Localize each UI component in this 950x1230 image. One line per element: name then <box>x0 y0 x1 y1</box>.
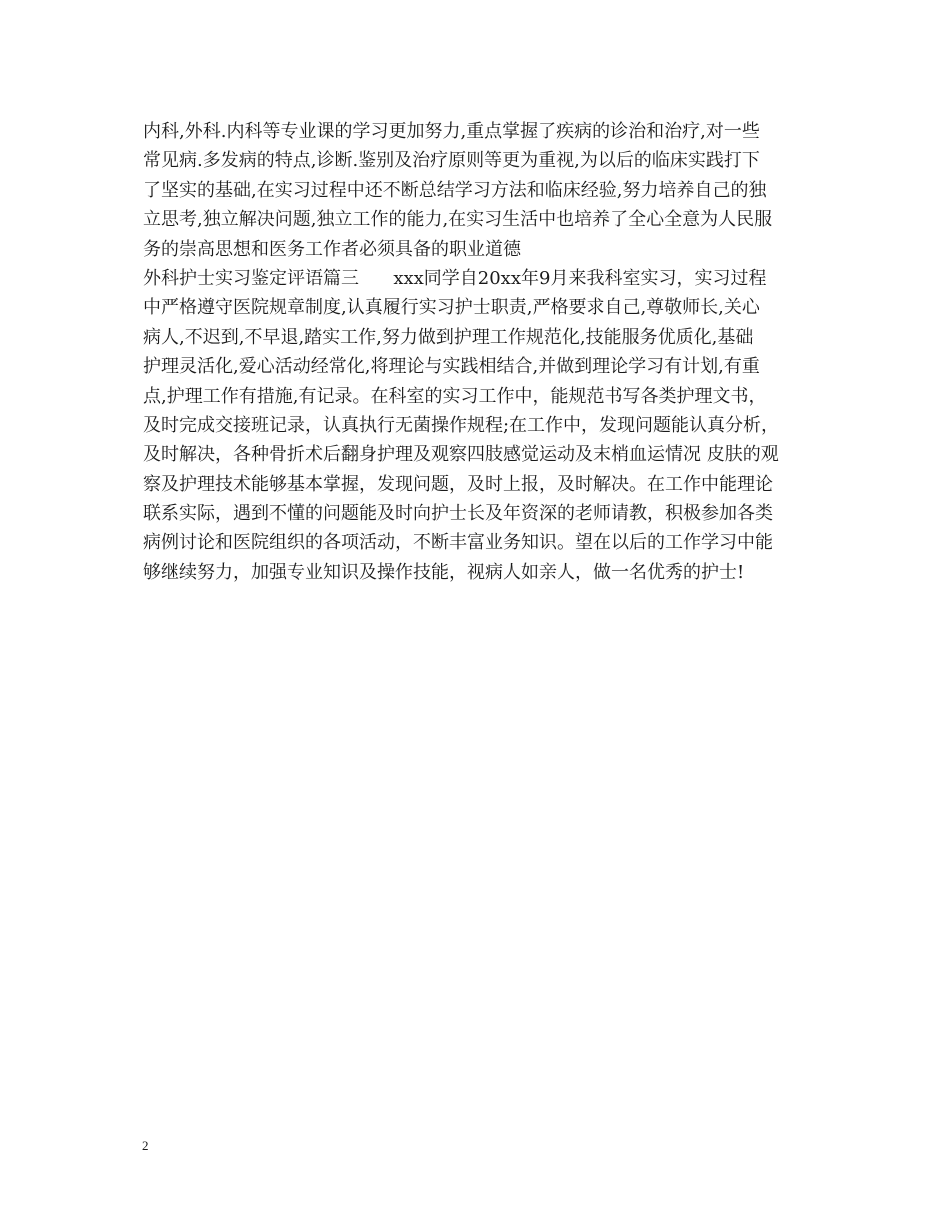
text-line: 了坚实的基础,在实习过程中还不断总结学习方法和临床经验,努力培养自己的独 <box>143 179 767 201</box>
text-line: 及时完成交接班记录，认真执行无菌操作规程;在工作中，发现问题能认真分析， <box>143 414 780 436</box>
body-text <box>143 117 823 587</box>
text-line: 点,护理工作有措施,有记录。在科室的实习工作中，能规范书写各类护理文书， <box>143 385 767 407</box>
text-line: 立思考,独立解决问题,独立工作的能力,在实习生活中也培养了全心全意为人民服 <box>143 209 773 231</box>
text-line: 病例讨论和医院组织的各项活动，不断丰富业务知识。望在以后的工作学习中能 <box>143 532 773 554</box>
text-line: 联系实际，遇到不懂的问题能及时向护士长及年资深的老师请教，积极参加各类 <box>143 503 773 525</box>
text-line: 常见病.多发病的特点,诊断.鉴别及治疗原则等更为重视,为以后的临床实践打下 <box>143 150 760 172</box>
text-line: 察及护理技术能够基本掌握，发现问题，及时上报，及时解决。在工作中能理论 <box>143 473 773 495</box>
text-line: 及时解决，各种骨折术后翻身护理及观察四肢感觉运动及末梢血运情况 皮肤的观 <box>143 444 779 466</box>
text-line: 内科,外科.内科等专业课的学习更加努力,重点掌握了疾病的诊治和治疗,对一些 <box>143 121 760 142</box>
text-line: 中严格遵守医院规章制度,认真履行实习护士职责,严格要求自己,尊敬师长,关心 <box>143 297 760 319</box>
text-line: 务的崇高思想和医务工作者必须具备的职业道德 <box>143 238 521 260</box>
text-line: 病人,不迟到,不早退,踏实工作,努力做到护理工作规范化,技能服务优质化,基础 <box>143 326 754 348</box>
text-line: 够继续努力，加强专业知识及操作技能，视病人如亲人，做一名优秀的护士! <box>143 561 745 583</box>
section-heading-line: 外科护士实习鉴定评语篇三 xxx同学自20xx年9月来我科室实习，实习过程 <box>143 267 767 289</box>
text-line: 护理灵活化,爱心活动经常化,将理论与实践相结合,并做到理论学习有计划,有重 <box>143 356 760 378</box>
page-number: 2 <box>142 1138 149 1153</box>
